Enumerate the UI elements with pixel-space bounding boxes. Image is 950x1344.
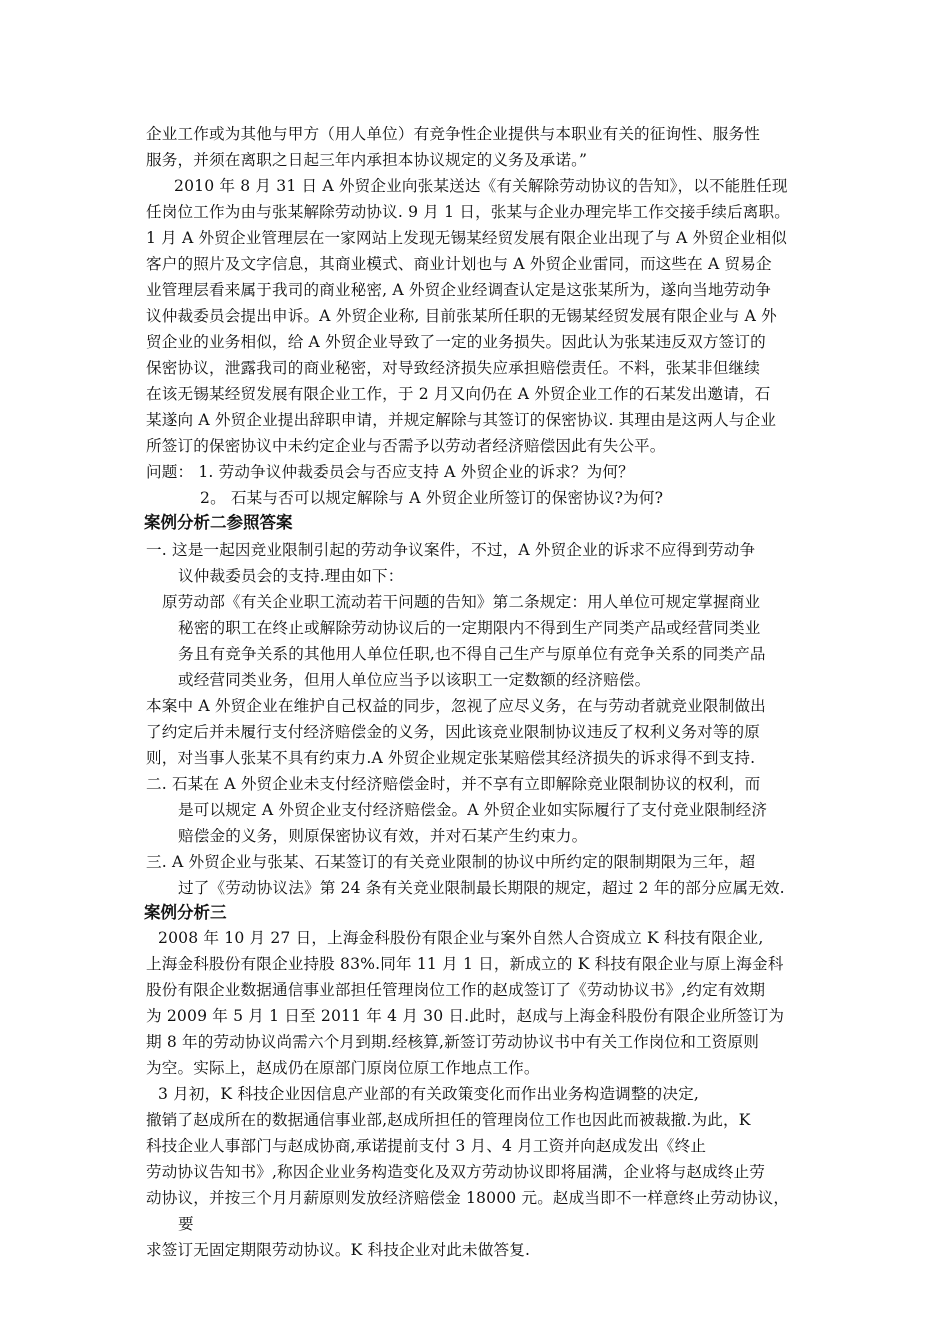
- answer-item-3: 三. A 外贸企业与张某、石某签订的有关竞业限制的协议中所约定的限制期限为三年，超: [146, 853, 756, 871]
- question-2: 2。 石某与否可以规定解除与 A 外贸企业所签订的保密协议?为何?: [200, 489, 664, 507]
- paragraph-line: 议仲裁委员会提出申诉。A 外贸企业称, 目前张某所任职的无锡某经贸发展有限企业与 A 外: [146, 307, 777, 325]
- paragraph-line: 期 8 年的劳动协议尚需六个月到期.经核算,新签订劳动协议书中有关工作岗位和工资原则: [146, 1033, 760, 1051]
- paragraph-line: 原劳动部《有关企业职工流动若干问题的告知》第二条规定：用人单位可规定掌握商业: [162, 593, 761, 611]
- paragraph-line: 业管理层看来属于我司的商业秘密, A 外贸企业经调查认定是这张某所为，遂向当地劳动争: [146, 281, 771, 299]
- paragraph-line: 求签订无固定期限劳动协议。K 科技企业对此未做答复.: [146, 1241, 531, 1259]
- paragraph-line: 上海金科股份有限企业持股 83%.同年 11 月 1 日，新成立的 K 科技有限企业与原上海金科: [146, 955, 784, 973]
- paragraph-line: 务且有竞争关系的其他用人单位任职,也不得自己生产与原单位有竞争关系的同类产品: [178, 645, 766, 663]
- paragraph-line: 保密协议，泄露我司的商业秘密，对导致经济损失应承担赔偿责任。不料，张某非但继续: [146, 359, 761, 377]
- paragraph-line: 过了《劳动协议法》第 24 条有关竞业限制最长期限的规定，超过 2 年的部分应属无效.: [178, 879, 785, 897]
- paragraph-line: 撤销了赵成所在的数据通信事业部,赵成所担任的管理岗位工作也因此而被裁撤.为此，K: [146, 1111, 751, 1129]
- paragraph-line: 在该无锡某经贸发展有限企业工作，于 2 月又向仍在 A 外贸企业工作的石某发出邀请，石: [146, 385, 771, 403]
- paragraph-line: 2010 年 8 月 31 日 A 外贸企业向张某送达《有关解除劳动协议的告知》，以不能胜任现: [174, 177, 788, 195]
- paragraph-line: 2008 年 10 月 27 日，上海金科股份有限企业与案外自然人合资成立 K 科技有限企业,: [158, 929, 764, 947]
- section-heading-case3: 案例分析三: [144, 903, 227, 922]
- section-heading-answer2: 案例分析二参照答案: [144, 513, 293, 532]
- paragraph-line: 或经营同类业务，但用人单位应当予以该职工一定数额的经济赔偿。: [178, 671, 651, 689]
- paragraph-line: 要: [178, 1215, 194, 1233]
- paragraph-line: 服务，并须在离职之日起三年内承担本协议规定的义务及承诺。”: [146, 151, 588, 169]
- paragraph-line: 劳动协议告知书》,称因企业业务构造变化及双方劳动协议即将届满，企业将与赵成终止劳: [146, 1163, 766, 1181]
- answer-item-2: 二. 石某在 A 外贸企业未支付经济赔偿金时，并不享有立即解除竞业限制协议的权利，而: [146, 775, 761, 793]
- paragraph-line: 动协议，并按三个月月薪原则发放经济赔偿金 18000 元。赵成当即不一样意终止劳动协议，: [146, 1189, 790, 1207]
- paragraph-line: 某遂向 A 外贸企业提出辞职申请，并规定解除与其签订的保密协议. 其理由是这两人与企业: [146, 411, 777, 429]
- answer-item-1: 一. 这是一起因竞业限制引起的劳动争议案件，不过，A 外贸企业的诉求不应得到劳动争: [146, 541, 756, 559]
- paragraph-line: 科技企业人事部门与赵成协商,承诺提前支付 3 月、4 月工资并向赵成发出《终止: [146, 1137, 707, 1155]
- paragraph-line: 议仲裁委员会的支持.理由如下：: [178, 567, 404, 585]
- paragraph-line: 3 月初，K 科技企业因信息产业部的有关政策变化而作出业务构造调整的决定,: [158, 1085, 699, 1103]
- paragraph-line: 股份有限企业数据通信事业部担任管理岗位工作的赵成签订了《劳动协议书》,约定有效期: [146, 981, 766, 999]
- paragraph-line: 所签订的保密协议中未约定企业与否需予以劳动者经济赔偿因此有失公平。: [146, 437, 666, 455]
- paragraph-line: 贸企业的业务相似，给 A 外贸企业导致了一定的业务损失。因此认为张某违反双方签订的: [146, 333, 766, 351]
- paragraph-line: 秘密的职工在终止或解除劳动协议后的一定期限内不得到生产同类产品或经营同类业: [178, 619, 761, 637]
- paragraph-line: 是可以规定 A 外贸企业支付经济赔偿金。A 外贸企业如实际履行了支付竞业限制经济: [178, 801, 768, 819]
- paragraph-line: 任岗位工作为由与张某解除劳动协议. 9 月 1 日，张某与企业办理完毕工作交接手续后离职。: [146, 203, 790, 221]
- paragraph-line: 了约定后并未履行支付经济赔偿金的义务，因此该竞业限制协议违反了权利义务对等的原: [146, 723, 761, 741]
- paragraph-line: 为 2009 年 5 月 1 日至 2011 年 4 月 30 日.此时，赵成与上海金科股份有限企业所签订为: [146, 1007, 785, 1025]
- paragraph-line: 客户的照片及文字信息，其商业模式、商业计划也与 A 外贸企业雷同，而这些在 A 贸易企: [146, 255, 772, 273]
- paragraph-line: 企业工作或为其他与甲方（用人单位）有竞争性企业提供与本职业有关的征询性、服务性: [146, 125, 761, 143]
- paragraph-line: 为空。实际上，赵成仍在原部门原岗位原工作地点工作。: [146, 1059, 540, 1077]
- question-1: 问题： 1. 劳动争议仲裁委员会与否应支持 A 外贸企业的诉求？为何？: [146, 463, 634, 481]
- paragraph-line: 赔偿金的义务，则原保密协议有效，并对石某产生约束力。: [178, 827, 588, 845]
- paragraph-line: 本案中 A 外贸企业在维护自己权益的同步，忽视了应尽义务，在与劳动者就竞业限制做出: [146, 697, 766, 715]
- paragraph-line: 1 月 A 外贸企业管理层在一家网站上发现无锡某经贸发展有限企业出现了与 A 外贸企业相似: [146, 229, 787, 247]
- paragraph-line: 则，对当事人张某不具有约束力.A 外贸企业规定张某赔偿其经济损失的诉求得不到支持.: [146, 749, 756, 767]
